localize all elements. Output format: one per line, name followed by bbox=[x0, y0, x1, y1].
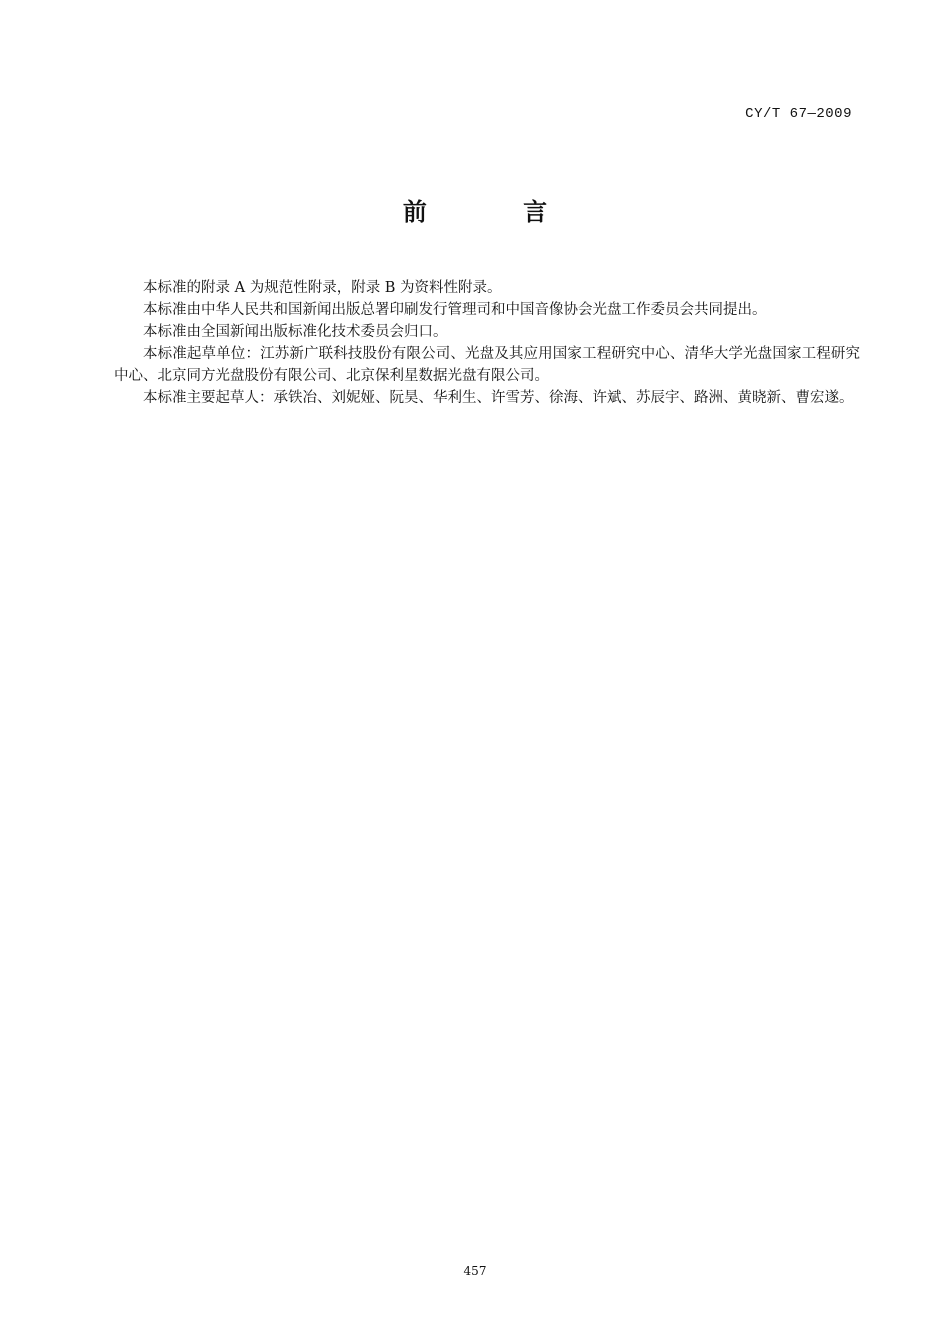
paragraph-under-jurisdiction: 本标准由全国新闻出版标准化技术委员会归口。 bbox=[143, 324, 448, 340]
paragraph-appendix-note: 本标准的附录 A 为规范性附录，附录 B 为资料性附录。 bbox=[143, 280, 502, 296]
foreword-body bbox=[114, 277, 860, 409]
paragraph-main-drafters: 本标准主要起草人：承铁冶、刘妮娅、阮昊、华利生、许雪芳、徐海、许斌、苏辰宇、路洲、黄晓新、曹宏遂。 bbox=[143, 390, 854, 406]
page-title: 前 言 bbox=[402, 198, 592, 226]
page-number: 457 bbox=[463, 1264, 487, 1278]
paragraph-drafting-units: 本标准起草单位：江苏新广联科技股份有限公司、光盘及其应用国家工程研究中心、清华大学光盘国家工程研究中心、北京同方光盘股份有限公司、北京保利星数据光盘有限公司。 bbox=[114, 346, 860, 384]
standard-code: CY/T 67—2009 bbox=[745, 106, 852, 122]
paragraph-proposed-by: 本标准由中华人民共和国新闻出版总署印刷发行管理司和中国音像协会光盘工作委员会共同提出。 bbox=[143, 302, 767, 318]
